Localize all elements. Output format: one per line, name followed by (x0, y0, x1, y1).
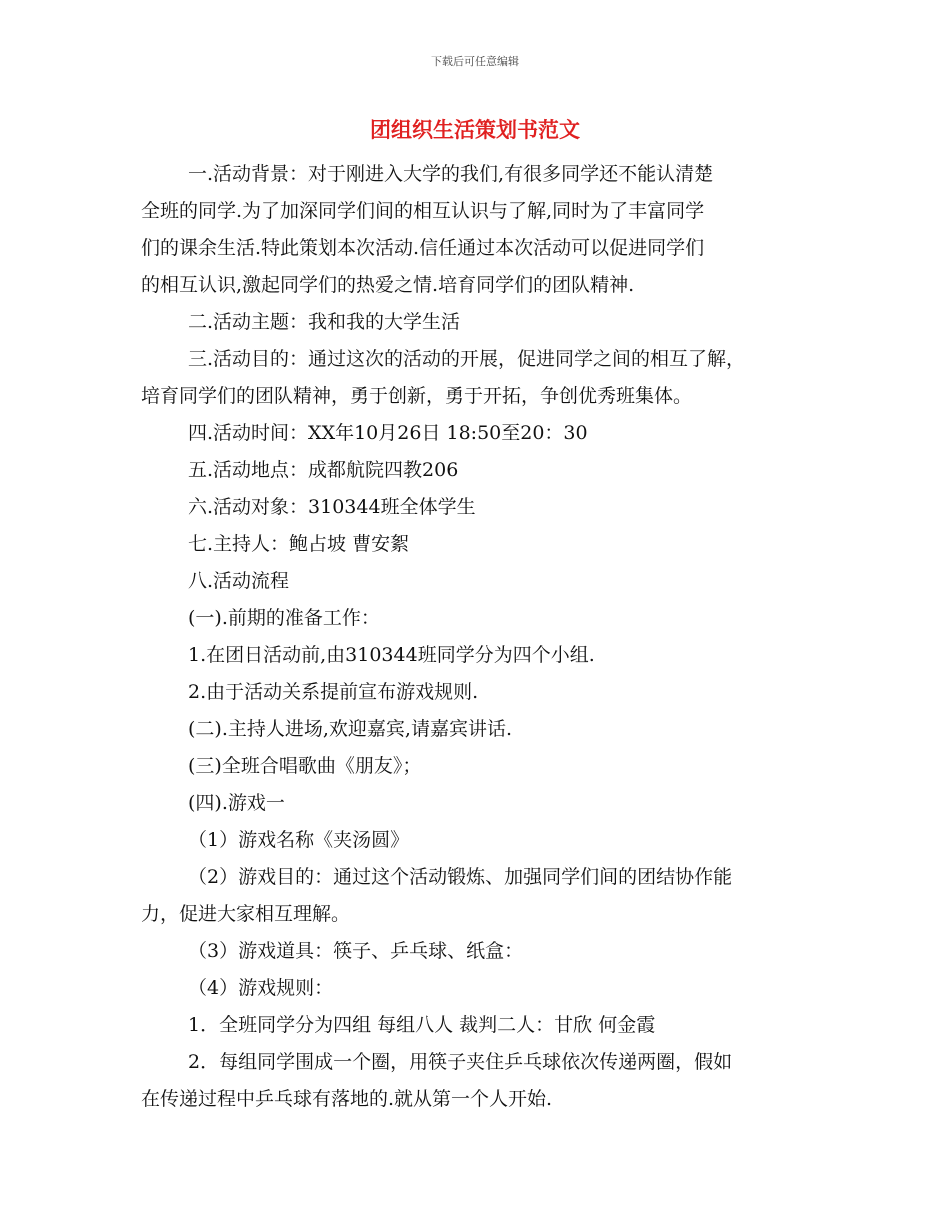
paragraph-line: 二.活动主题：我和我的大学生活 (188, 311, 461, 333)
paragraph-line: 2.由于活动关系提前宣布游戏规则. (188, 681, 479, 703)
paragraph-line: （4）游戏规则： (188, 977, 334, 999)
paragraph-line: (三)全班合唱歌曲《朋友》； (188, 755, 422, 777)
paragraph-line: 培育同学们的团队精神，勇于创新，勇于开拓，争创优秀班集体。 (141, 385, 693, 407)
paragraph-line: (一).前期的准备工作： (188, 607, 380, 629)
paragraph-line: （1）游戏名称《夹汤圆》 (188, 829, 410, 851)
paragraph-line: （3）游戏道具：筷子、乒乓球、纸盒： (188, 940, 524, 962)
paragraph-line: 的相互认识,激起同学们的热爱之情.培育同学们的团队精神. (141, 274, 635, 296)
paragraph-line: 1．全班同学分为四组 每组八人 裁判二人：甘欣 何金霞 (188, 1014, 656, 1036)
paragraph-line: 四.活动时间：XX年10月26日 18:50至20：30 (188, 422, 588, 444)
paragraph-line: （2）游戏目的：通过这个活动锻炼、加强同学们间的团结协作能 (188, 866, 733, 888)
paragraph-line: 全班的同学.为了加深同学们间的相互认识与了解,同时为了丰富同学 (141, 200, 705, 222)
paragraph-line: 八.活动流程 (188, 570, 290, 592)
paragraph-line: 五.活动地点：成都航院四教206 (188, 459, 459, 481)
paragraph-line: 在传递过程中乒乓球有落地的.就从第一个人开始. (141, 1088, 553, 1110)
paragraph-line: 七.主持人：鲍占坡 曹安絮 (188, 533, 410, 555)
paragraph-line: 力，促进大家相互理解。 (141, 903, 351, 925)
document-title: 团组织生活策划书范文 (370, 118, 580, 142)
page-header: 下载后可任意编辑 (431, 55, 519, 68)
paragraph-line: 一.活动背景：对于刚进入大学的我们,有很多同学还不能认清楚 (188, 163, 714, 185)
paragraph-line: 1.在团日活动前,由310344班同学分为四个小组. (188, 644, 595, 666)
paragraph-line: 们的课余生活.特此策划本次活动.信任通过本次活动可以促进同学们 (141, 237, 705, 259)
paragraph-line: 2．每组同学围成一个圈，用筷子夹住乒乓球依次传递两圈，假如 (188, 1051, 733, 1073)
paragraph-line: (二).主持人进场,欢迎嘉宾,请嘉宾讲话. (188, 718, 512, 740)
paragraph-line: 三.活动目的：通过这次的活动的开展，促进同学之间的相互了解， (188, 348, 746, 370)
paragraph-line: (四).游戏一 (188, 792, 285, 814)
paragraph-line: 六.活动对象：310344班全体学生 (188, 496, 476, 518)
